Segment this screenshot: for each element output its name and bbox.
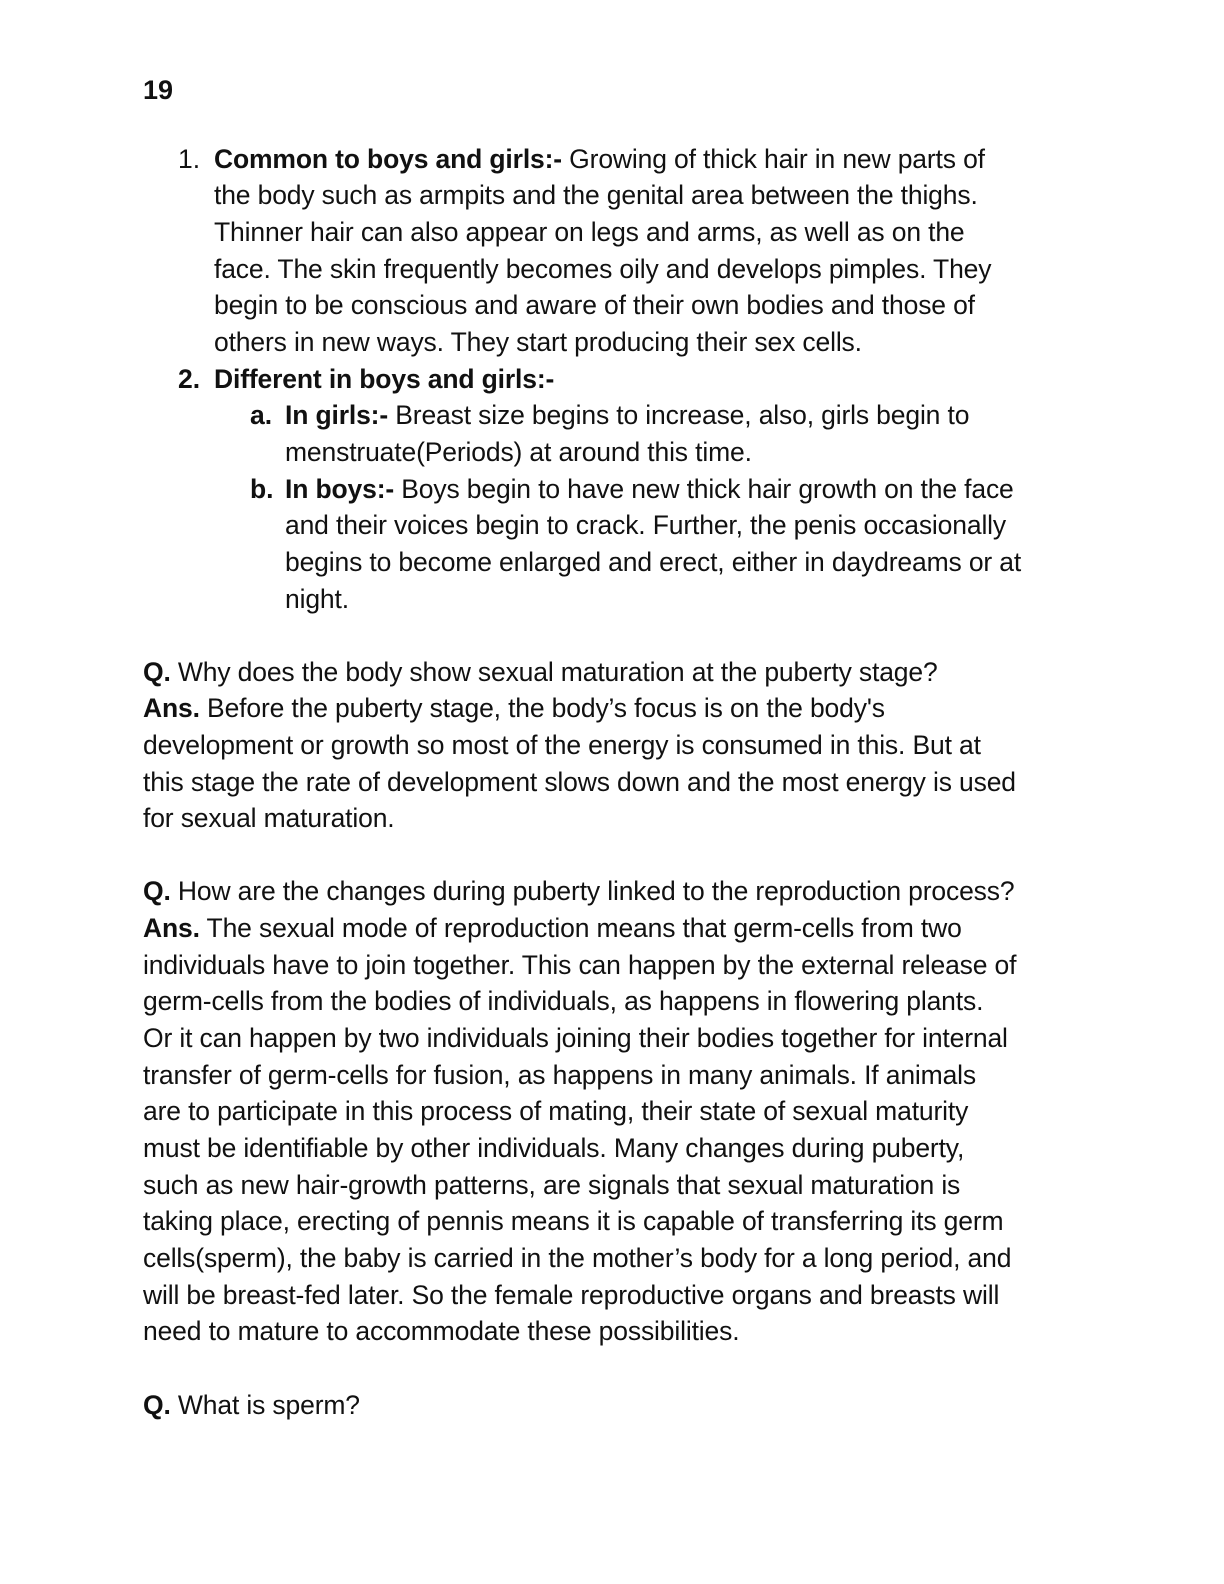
list-item-heading: Different in boys and girls:-	[214, 364, 555, 394]
answer-line	[143, 690, 885, 726]
list-item-line: begin to be conscious and aware of their own bodies and those of	[214, 290, 975, 320]
sub-item-text: Boys begin to have new thick hair growth on the face	[394, 474, 1014, 504]
answer-line: need to mature to accommodate these possibilities.	[143, 1316, 740, 1346]
answer-line: must be identifiable by other individuals. Many changes during puberty,	[143, 1133, 965, 1163]
answer-line: this stage the rate of development slows down and the most energy is used	[143, 767, 1016, 797]
list-marker: 2.	[178, 364, 201, 394]
question-text: Why does the body show sexual maturation at the puberty stage?	[170, 657, 938, 687]
question-text: What is sperm?	[170, 1390, 360, 1420]
sub-item-line: night.	[285, 584, 349, 614]
question-text: How are the changes during puberty linked to the reproduction process?	[170, 876, 1015, 906]
answer-text: The sexual mode of reproduction means that germ-cells from two	[199, 913, 962, 943]
list-marker: 1.	[178, 144, 201, 174]
answer-line: transfer of germ-cells for fusion, as happens in many animals. If animals	[143, 1060, 977, 1090]
list-item-text: Growing of thick hair in new parts of	[561, 144, 985, 174]
answer-line	[143, 910, 962, 946]
sub-list-marker: b.	[250, 474, 274, 504]
answer-line: cells(sperm), the baby is carried in the mother’s body for a long period, and	[143, 1243, 1012, 1273]
answer-line: such as new hair-growth patterns, are signals that sexual maturation is	[143, 1170, 961, 1200]
sub-item-line	[285, 397, 969, 433]
question	[143, 873, 1014, 909]
answer-line: individuals have to join together. This can happen by the external release of	[143, 950, 1017, 980]
question	[143, 654, 938, 690]
answer-label: Ans.	[143, 913, 200, 943]
answer-line: for sexual maturation.	[143, 803, 395, 833]
answer-line: are to participate in this process of mating, their state of sexual maturity	[143, 1096, 969, 1126]
list-item-line	[214, 141, 985, 177]
list-item-line: the body such as armpits and the genital area between the thighs.	[214, 180, 978, 210]
page-number: 19	[143, 75, 174, 105]
sub-item-line: and their voices begin to crack. Further, the penis occasionally	[285, 510, 1007, 540]
question-label: Q.	[143, 876, 171, 906]
list-item-line: Thinner hair can also appear on legs and arms, as well as on the	[214, 217, 965, 247]
answer-text: Before the puberty stage, the body’s focus is on the body's	[199, 693, 885, 723]
question-label: Q.	[143, 657, 171, 687]
sub-item-text: Breast size begins to increase, also, girls begin to	[388, 400, 970, 430]
sub-item-line: menstruate(Periods) at around this time.	[285, 437, 752, 467]
answer-line: germ-cells from the bodies of individuals, as happens in flowering plants.	[143, 986, 984, 1016]
question	[143, 1387, 360, 1423]
question-label: Q.	[143, 1390, 171, 1420]
list-item-heading: Common to boys and girls:-	[214, 144, 562, 174]
sub-item-line: begins to become enlarged and erect, either in daydreams or at	[285, 547, 1022, 577]
answer-line: development or growth so most of the energy is consumed in this. But at	[143, 730, 981, 760]
sub-item-heading: In girls:-	[285, 400, 389, 430]
sub-item-heading: In boys:-	[285, 474, 395, 504]
answer-line: will be breast-fed later. So the female reproductive organs and breasts will	[143, 1280, 1000, 1310]
answer-line: Or it can happen by two individuals joining their bodies together for internal	[143, 1023, 1008, 1053]
answer-line: taking place, erecting of pennis means it is capable of transferring its germ	[143, 1206, 1004, 1236]
list-item-line: others in new ways. They start producing their sex cells.	[214, 327, 862, 357]
list-item-line: face. The skin frequently becomes oily and develops pimples. They	[214, 254, 992, 284]
sub-list-marker: a.	[250, 400, 273, 430]
sub-item-line	[285, 471, 1014, 507]
answer-label: Ans.	[143, 693, 200, 723]
